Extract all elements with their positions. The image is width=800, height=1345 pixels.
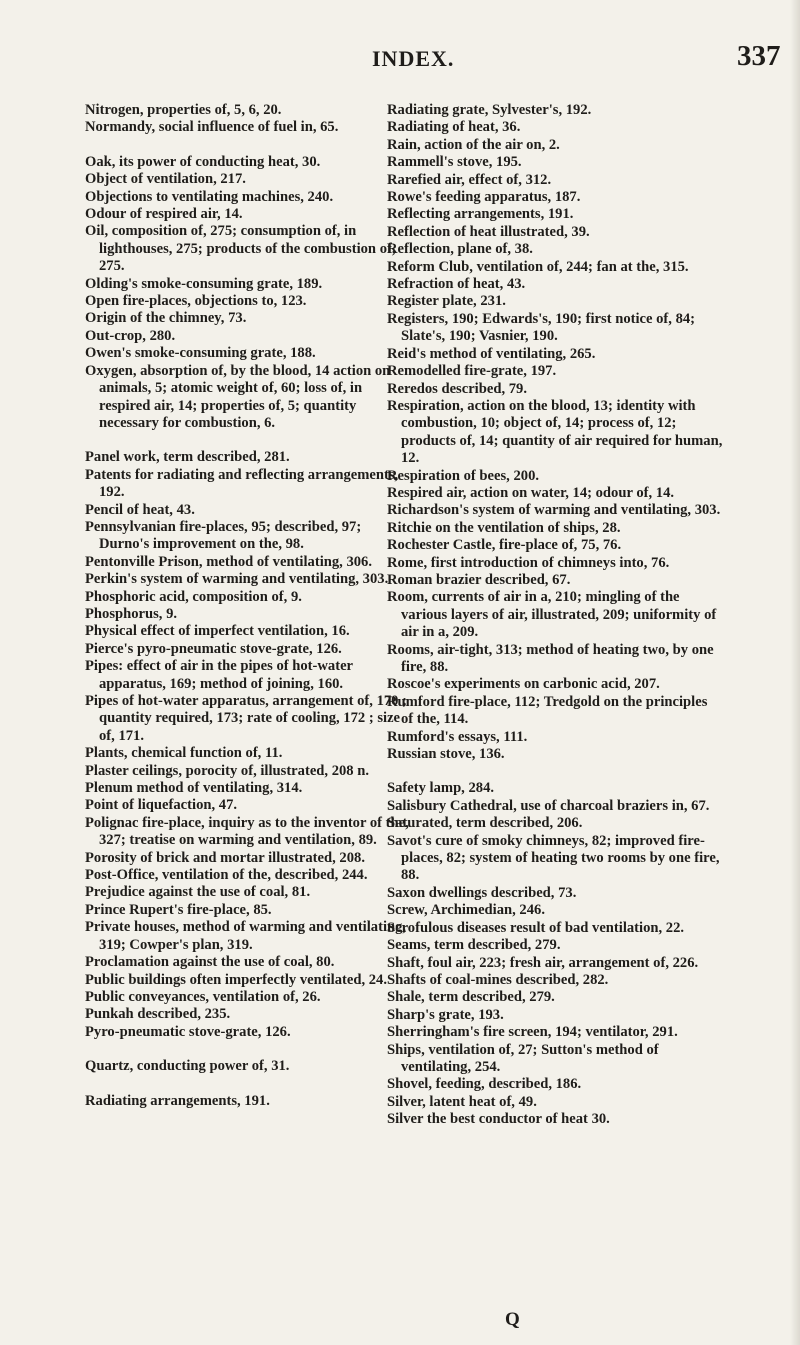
index-entry: Reform Club, ventilation of, 244; fan at the, 315. xyxy=(387,258,689,275)
index-entry: Refraction of heat, 43. xyxy=(387,276,526,293)
right-index-column xyxy=(387,102,723,1129)
index-entry: Porosity of brick and mortar illustrated, 208. xyxy=(85,849,365,866)
index-entry: Pipes: effect of air in the pipes of hot-water apparatus, 169; method of joining, 160. xyxy=(85,658,353,692)
index-entry: Silver, latent heat of, 49. xyxy=(387,1093,537,1110)
index-entry: Silver the best conductor of heat 30. xyxy=(387,1111,610,1128)
index-entry: Rowe's feeding apparatus, 187. xyxy=(387,189,581,206)
index-entry: Russian stove, 136. xyxy=(387,746,505,763)
index-entry: Saturated, term described, 206. xyxy=(387,815,583,832)
index-entry: Olding's smoke-consuming grate, 189. xyxy=(85,275,323,292)
index-entry: Point of liquefaction, 47. xyxy=(85,797,238,814)
index-entry: Radiating grate, Sylvester's, 192. xyxy=(387,102,592,118)
index-entry: Phosphorus, 9. xyxy=(85,605,178,622)
index-entry: Rochester Castle, fire-place of, 75, 76. xyxy=(387,537,622,554)
index-entry: Objections to ventilating machines, 240. xyxy=(85,188,334,205)
index-entry: Rooms, air-tight, 313; method of heating two, by one fire, 88. xyxy=(387,641,714,675)
index-entry: Punkah described, 235. xyxy=(85,1006,231,1023)
index-entry: Room, currents of air in a, 210; mingling of the various layers of air, illustrated, 209; uniformity of air in a, 209. xyxy=(387,589,717,641)
index-entry: Radiating arrangements, 191. xyxy=(85,1092,270,1109)
index-entry: Post-Office, ventilation of the, described, 244. xyxy=(85,867,368,884)
page-edge-shadow xyxy=(790,0,800,1345)
page-number: 337 xyxy=(737,40,781,72)
index-section-gap xyxy=(387,763,723,780)
index-entry: Nitrogen, properties of, 5, 6, 20. xyxy=(85,102,282,118)
index-entry: Perkin's system of warming and ventilating, 303. xyxy=(85,571,389,588)
index-entry: Rain, action of the air on, 2. xyxy=(387,136,560,153)
index-entry: Remodelled fire-grate, 197. xyxy=(387,363,557,380)
index-entry: Pennsylvanian fire-places, 95; described, 97; Durno's improvement on the, 98. xyxy=(85,518,362,553)
index-entry: Pencil of heat, 43. xyxy=(85,501,195,518)
index-entry: Scrofulous diseases result of bad ventilation, 22. xyxy=(387,919,685,936)
index-entry: Reflecting arrangements, 191. xyxy=(387,206,574,223)
signature-mark: Q xyxy=(505,1309,520,1330)
index-entry: Shovel, feeding, described, 186. xyxy=(387,1076,582,1093)
index-entry: Registers, 190; Edwards's, 190; first notice of, 84; Slate's, 190; Vasnier, 190. xyxy=(387,310,696,345)
index-entry: Shale, term described, 279. xyxy=(387,989,555,1006)
index-entry: Panel work, term described, 281. xyxy=(85,449,290,466)
index-entry: Public conveyances, ventilation of, 26. xyxy=(85,988,321,1005)
index-entry: Pyro-pneumatic stove-grate, 126. xyxy=(85,1023,291,1040)
index-entry: Rammell's stove, 195. xyxy=(387,154,522,171)
index-entry: Pierce's pyro-pneumatic stove-grate, 126. xyxy=(85,640,342,657)
index-entry: Rarefied air, effect of, 312. xyxy=(387,171,552,188)
index-entry: Rumford fire-place, 112; Tredgold on the principles of the, 114. xyxy=(387,693,708,728)
index-entry: Patents for radiating and reflecting arrangements, 192. xyxy=(85,466,399,501)
index-entry: Odour of respired air, 14. xyxy=(85,206,243,223)
index-entry: Safety lamp, 284. xyxy=(387,780,495,797)
index-entry: Savot's cure of smoky chimneys, 82; improved fire-places, 82; system of heating two rooms by one fire, 88. xyxy=(387,832,720,884)
index-section-gap xyxy=(85,1076,415,1093)
index-entry: Oxygen, absorption of, by the blood, 14 action on animals, 5; atomic weight of, 60; loss of, in respired air, 14; properties of, 5; quantity necessary for combustion, 6. xyxy=(85,362,391,431)
index-entry: Normandy, social influence of fuel in, 65. xyxy=(85,119,339,136)
index-entry: Respired air, action on water, 14; odour of, 14. xyxy=(387,484,675,501)
index-entry: Register plate, 231. xyxy=(387,293,506,310)
index-entry: Seams, term described, 279. xyxy=(387,937,561,954)
index-entry: Physical effect of imperfect ventilation, 16. xyxy=(85,623,350,640)
page-title: INDEX. xyxy=(372,46,455,71)
index-entry: Richardson's system of warming and ventilating, 303. xyxy=(387,502,721,519)
index-entry: Oil, composition of, 275; consumption of, in lighthouses, 275; products of the combustion of, 275. xyxy=(85,223,396,275)
left-index-column xyxy=(85,102,415,1110)
index-entry: Shafts of coal-mines described, 282. xyxy=(387,971,609,988)
index-entry: Private houses, method of warming and ventilating, 319; Cowper's plan, 319. xyxy=(85,919,407,953)
index-entry: Reid's method of ventilating, 265. xyxy=(387,345,596,362)
index-entry: Plaster ceilings, porocity of, illustrated, 208 n. xyxy=(85,762,370,779)
index-entry: Polignac fire-place, inquiry as to the inventor of the, 327; treatise on warming and ventilation, 89. xyxy=(85,814,409,849)
index-entry: Reflection of heat illustrated, 39. xyxy=(387,223,590,240)
index-entry: Public buildings often imperfectly ventilated, 24. xyxy=(85,971,388,988)
index-entry: Plants, chemical function of, 11. xyxy=(85,745,283,762)
index-entry: Reredos described, 79. xyxy=(387,380,527,397)
index-entry: Roscoe's experiments on carbonic acid, 207. xyxy=(387,676,660,693)
index-entry: Plenum method of ventilating, 314. xyxy=(85,780,303,797)
index-section-gap xyxy=(85,137,415,154)
index-section-gap xyxy=(85,432,415,449)
index-entry: Pipes of hot-water apparatus, arrangement of, 170 ; quantity required, 173; rate of cooling, 172 ; size of, 171. xyxy=(85,693,407,744)
index-entry: Prejudice against the use of coal, 81. xyxy=(85,884,311,901)
index-entry: Reflection, plane of, 38. xyxy=(387,241,533,258)
index-entry: Oak, its power of conducting heat, 30. xyxy=(85,153,321,170)
index-entry: Prince Rupert's fire-place, 85. xyxy=(85,901,272,918)
index-entry: Pentonville Prison, method of ventilating, 306. xyxy=(85,553,373,570)
index-entry: Owen's smoke-consuming grate, 188. xyxy=(85,345,316,362)
index-entry: Ships, ventilation of, 27; Sutton's method of ventilating, 254. xyxy=(387,1041,659,1075)
index-entry: Salisbury Cathedral, use of charcoal braziers in, 67. xyxy=(387,797,710,814)
index-entry: Saxon dwellings described, 73. xyxy=(387,884,577,901)
index-entry: Rumford's essays, 111. xyxy=(387,728,528,745)
index-entry: Out-crop, 280. xyxy=(85,327,176,344)
index-entry: Ritchie on the ventilation of ships, 28. xyxy=(387,519,621,536)
page-header xyxy=(0,40,800,86)
index-entry: Screw, Archimedian, 246. xyxy=(387,902,545,919)
index-entry: Proclamation against the use of coal, 80. xyxy=(85,954,335,971)
index-entry: Respiration of bees, 200. xyxy=(387,467,540,484)
index-section-gap xyxy=(85,1041,415,1058)
index-entry: Sherringham's fire screen, 194; ventilator, 291. xyxy=(387,1024,678,1041)
index-entry: Rome, first introduction of chimneys into, 76. xyxy=(387,554,670,571)
index-entry: Sharp's grate, 193. xyxy=(387,1006,504,1023)
index-entry: Roman brazier described, 67. xyxy=(387,571,571,588)
index-entry: Open fire-places, objections to, 123. xyxy=(85,293,307,310)
index-entry: Object of ventilation, 217. xyxy=(85,171,246,188)
index-entry: Quartz, conducting power of, 31. xyxy=(85,1058,290,1075)
index-entry: Origin of the chimney, 73. xyxy=(85,310,247,327)
index-entry: Phosphoric acid, composition of, 9. xyxy=(85,588,302,605)
index-entry: Shaft, foul air, 223; fresh air, arrangement of, 226. xyxy=(387,954,699,971)
index-entry: Radiating of heat, 36. xyxy=(387,119,521,136)
index-entry: Respiration, action on the blood, 13; identity with combustion, 10; object of, 14; process of, 12; products of, 14; quantity of air required for human, 12. xyxy=(387,397,723,467)
